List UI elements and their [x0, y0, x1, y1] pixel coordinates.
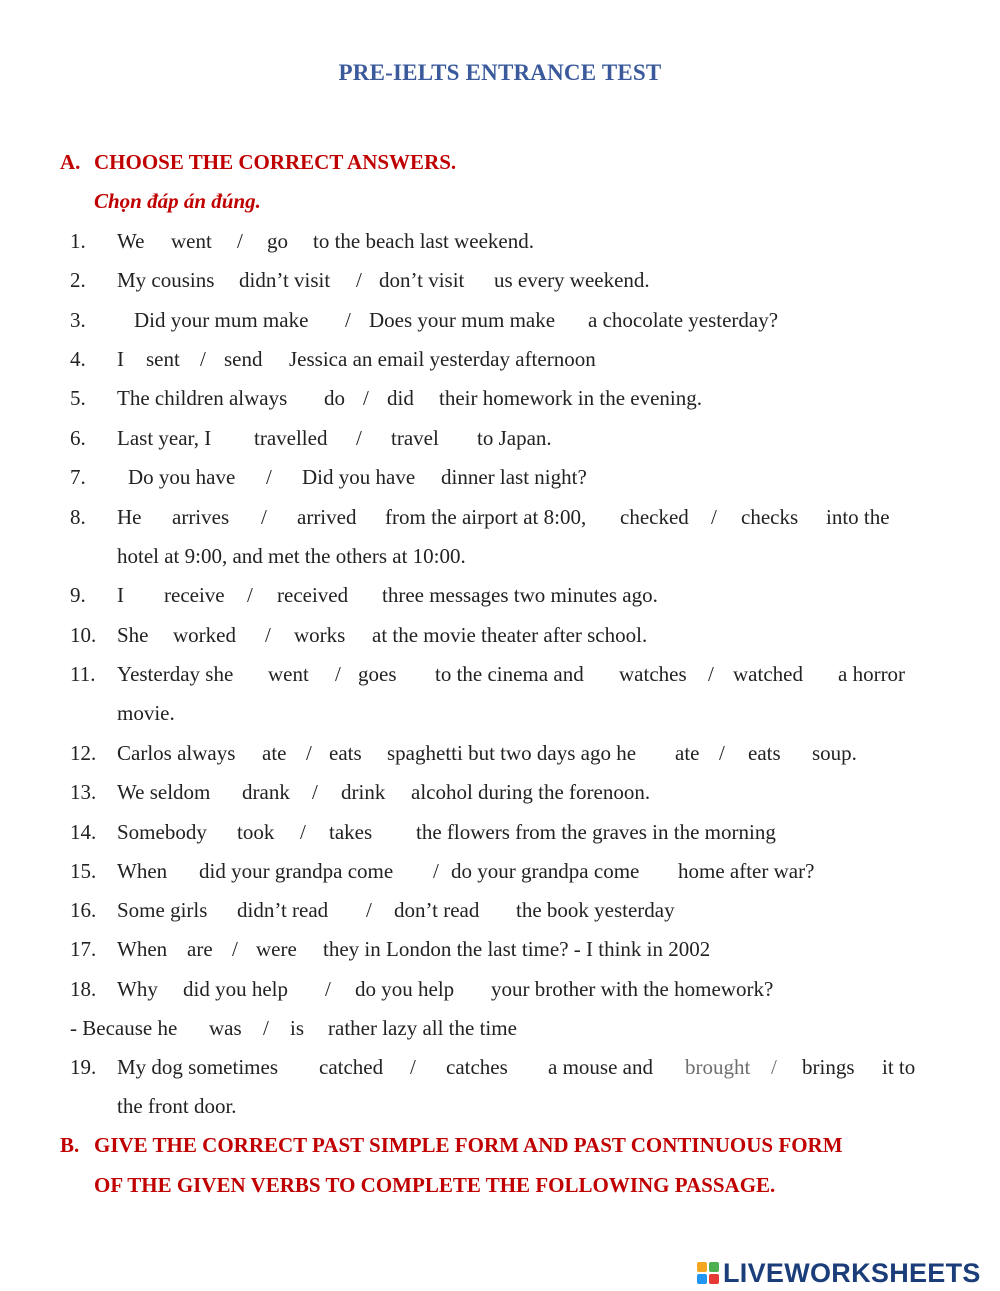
option-separator: /: [265, 623, 271, 647]
option-separator: /: [771, 1055, 777, 1079]
answer-option[interactable]: travel: [391, 426, 439, 450]
sentence-text: I: [117, 583, 124, 607]
sentence-continuation: hotel at 9:00, and met the others at 10:00.: [117, 544, 466, 568]
sentence-text: When: [117, 937, 168, 961]
sentence-text: from the airport at 8:00,: [385, 505, 587, 529]
option-separator: /: [335, 662, 341, 686]
question-number: 18.: [70, 977, 97, 1001]
logo-blocks-icon: [697, 1262, 719, 1284]
question-number: 5.: [70, 386, 86, 410]
sentence-text: Why: [117, 977, 158, 1001]
answer-option[interactable]: Does your mum make: [369, 308, 556, 332]
sentence-text: Jessica an email yesterday afternoon: [289, 347, 596, 371]
option-separator: /: [363, 386, 369, 410]
answer-option[interactable]: catches: [446, 1055, 508, 1079]
answer-option[interactable]: were: [256, 937, 297, 961]
answer-option[interactable]: takes: [329, 820, 373, 844]
question-number: 12.: [70, 741, 97, 765]
sentence-text: the book yesterday: [516, 898, 675, 922]
answer-option[interactable]: worked: [173, 623, 236, 647]
option-separator: /: [325, 977, 331, 1001]
option-separator: /: [306, 741, 312, 765]
option-separator: /: [200, 347, 206, 371]
sentence-text: We: [117, 229, 145, 253]
sentence-text: We seldom: [117, 780, 211, 804]
answer-option[interactable]: catched: [319, 1055, 384, 1079]
section-a-heading: [60, 150, 456, 175]
answer-option[interactable]: did you help: [183, 977, 288, 1001]
section-a-letter: A.: [60, 150, 81, 174]
section-a-subtitle: Chọn đáp án đúng.: [94, 189, 261, 213]
answer-option[interactable]: eats: [748, 741, 781, 765]
sentence-text: at the movie theater after school.: [372, 623, 648, 647]
option-separator: /: [366, 898, 372, 922]
option-separator: /: [263, 1016, 269, 1040]
answer-option[interactable]: arrived: [297, 505, 357, 529]
sentence-text: it to: [882, 1055, 916, 1079]
option-separator: /: [261, 505, 267, 529]
answer-option[interactable]: is: [290, 1016, 305, 1040]
answer-option[interactable]: was: [209, 1016, 242, 1040]
question-number: 1.: [70, 229, 86, 253]
answer-option[interactable]: did: [387, 386, 414, 410]
sentence-text: Yesterday she: [117, 662, 234, 686]
answer-option[interactable]: arrives: [172, 505, 230, 529]
answer-option[interactable]: receive: [164, 583, 225, 607]
sentence-text: rather lazy all the time: [328, 1016, 517, 1040]
sentence-text: He: [117, 505, 142, 529]
sentence-text: a horror: [838, 662, 906, 686]
option-separator: /: [711, 505, 717, 529]
option-separator: /: [356, 426, 362, 450]
question-number: 13.: [70, 780, 97, 804]
question-number: 15.: [70, 859, 97, 883]
answer-option[interactable]: took: [237, 820, 275, 844]
option-separator: /: [433, 859, 439, 883]
answer-option[interactable]: drink: [341, 780, 386, 804]
answer-option[interactable]: didn’t visit: [239, 268, 331, 292]
answer-option[interactable]: Did your mum make: [134, 308, 309, 332]
sentence-text: dinner last night?: [441, 465, 587, 489]
question-number: 9.: [70, 583, 86, 607]
answer-option[interactable]: eats: [329, 741, 362, 765]
sentence-text: to the cinema and: [435, 662, 584, 686]
page-title: PRE-IELTS ENTRANCE TEST: [338, 60, 662, 85]
sentence-text: your brother with the homework?: [491, 977, 774, 1001]
question-number: 3.: [70, 308, 86, 332]
question-number: 4.: [70, 347, 86, 371]
question-number: 17.: [70, 937, 97, 961]
sentence-text: to Japan.: [477, 426, 552, 450]
answer-option[interactable]: goes: [358, 662, 397, 686]
answer-option[interactable]: do you help: [355, 977, 455, 1001]
answer-option[interactable]: brought: [685, 1055, 751, 1079]
sentence-text: the flowers from the graves in the morning: [416, 820, 776, 844]
answer-option[interactable]: don’t read: [394, 898, 480, 922]
sentence-text: home after war?: [678, 859, 815, 883]
section-b-letter: B.: [60, 1133, 80, 1157]
option-separator: /: [410, 1055, 416, 1079]
answer-option[interactable]: sent: [146, 347, 180, 371]
option-separator: /: [708, 662, 714, 686]
answer-option[interactable]: ate: [262, 741, 287, 765]
answer-option[interactable]: received: [277, 583, 349, 607]
question-number: 10.: [70, 623, 97, 647]
option-separator: /: [312, 780, 318, 804]
sentence-text: they in London the last time? - I think in 2002: [323, 937, 711, 961]
question-number: 6.: [70, 426, 86, 450]
option-separator: /: [300, 820, 306, 844]
logo-text: LIVEWORKSHEETS: [723, 1257, 981, 1288]
answer-option[interactable]: ate: [675, 741, 700, 765]
sentence-text: I: [117, 347, 124, 371]
sentence-text: Last year, I: [117, 426, 212, 450]
question-number: 2.: [70, 268, 86, 292]
answer-option[interactable]: travelled: [254, 426, 328, 450]
answer-option[interactable]: Do you have: [128, 465, 236, 489]
answer-option[interactable]: brings: [802, 1055, 855, 1079]
answer-option[interactable]: go: [267, 229, 288, 253]
answer-option[interactable]: do your grandpa come: [451, 859, 640, 883]
sentence-text: their homework in the evening.: [439, 386, 703, 410]
section-a-title: CHOOSE THE CORRECT ANSWERS.: [94, 150, 457, 174]
sentence-text: us every weekend.: [494, 268, 650, 292]
sentence-continuation: movie.: [117, 701, 175, 725]
section-b-heading: [60, 1133, 843, 1158]
sentence-text: three messages two minutes ago.: [382, 583, 658, 607]
answer-option[interactable]: do: [324, 386, 345, 410]
answer-option[interactable]: went: [268, 662, 309, 686]
sentence-text: My dog sometimes: [117, 1055, 278, 1079]
option-separator: /: [237, 229, 243, 253]
answer-option[interactable]: send: [224, 347, 263, 371]
sentence-text: Somebody: [117, 820, 207, 844]
sentence-text: to the beach last weekend.: [313, 229, 534, 253]
option-separator: /: [356, 268, 362, 292]
option-separator: /: [266, 465, 272, 489]
question-number: 19.: [70, 1055, 97, 1079]
answer-option[interactable]: Did you have: [302, 465, 416, 489]
section-b-title: GIVE THE CORRECT PAST SIMPLE FORM AND PAST CONTINUOUS FORM: [94, 1133, 843, 1157]
question-number: 16.: [70, 898, 97, 922]
option-separator: /: [232, 937, 238, 961]
option-separator: /: [719, 741, 725, 765]
answer-option[interactable]: checks: [741, 505, 799, 529]
answer-option[interactable]: works: [294, 623, 346, 647]
option-separator: /: [247, 583, 253, 607]
liveworksheets-logo: [697, 1258, 981, 1288]
sentence-text: a mouse and: [548, 1055, 653, 1079]
answer-option[interactable]: are: [187, 937, 213, 961]
question-number: 11.: [70, 662, 96, 686]
sentence-text: Some girls: [117, 898, 208, 922]
sentence-text: Carlos always: [117, 741, 236, 765]
answer-option[interactable]: didn’t read: [237, 898, 329, 922]
question-number: 14.: [70, 820, 97, 844]
answer-option[interactable]: did your grandpa come: [199, 859, 394, 883]
answer-option[interactable]: don’t visit: [379, 268, 465, 292]
question-number: 8.: [70, 505, 86, 529]
sentence-text: When: [117, 859, 168, 883]
sentence-continuation: the front door.: [117, 1094, 237, 1118]
sentence-text: soup.: [812, 741, 857, 765]
answer-option[interactable]: drank: [242, 780, 290, 804]
answer-option[interactable]: went: [171, 229, 212, 253]
sentence-text: spaghetti but two days ago he: [387, 741, 637, 765]
sentence-text: - Because he: [70, 1016, 178, 1040]
sentence-text: into the: [826, 505, 890, 529]
sentence-text: alcohol during the forenoon.: [411, 780, 651, 804]
answer-option[interactable]: watched: [733, 662, 803, 686]
sentence-text: She: [117, 623, 149, 647]
sentence-text: The children always: [117, 386, 288, 410]
sentence-text: a chocolate yesterday?: [588, 308, 779, 332]
answer-option[interactable]: watches: [619, 662, 687, 686]
sentence-text: My cousins: [117, 268, 215, 292]
question-number: 7.: [70, 465, 86, 489]
answer-option[interactable]: checked: [620, 505, 689, 529]
option-separator: /: [345, 308, 351, 332]
section-b-title-line2: OF THE GIVEN VERBS TO COMPLETE THE FOLLOWING PASSAGE.: [94, 1173, 776, 1197]
